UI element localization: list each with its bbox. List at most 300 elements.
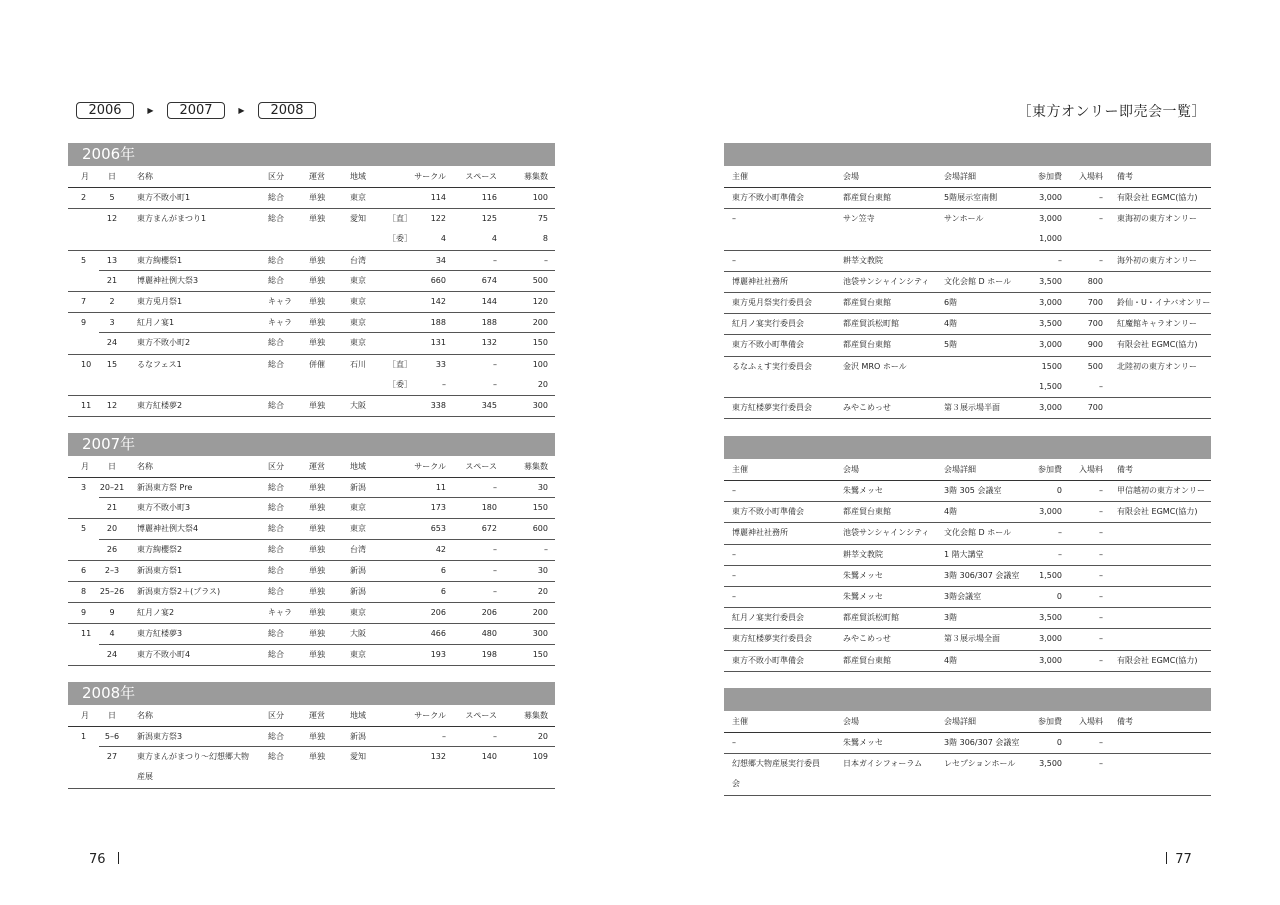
- note-cell: ［直］: [388, 214, 412, 224]
- event-name-cell: 紅月ノ宴1: [137, 318, 175, 328]
- category-cell: 総合: [268, 629, 284, 639]
- operation-cell: 単独: [309, 193, 325, 202]
- column-header: 名称: [137, 172, 153, 181]
- venue-detail-cell: 4階: [944, 507, 958, 517]
- entry-fee-cell: –: [1099, 507, 1103, 517]
- event-name-cell: 産展: [137, 772, 153, 782]
- circles-cell: –: [442, 379, 446, 389]
- venue-cell: 耕莘文教院: [843, 255, 883, 265]
- venue-detail-cell: サンホール: [944, 214, 984, 224]
- venue-detail-cell: 6階: [944, 297, 958, 307]
- circles-cell: 114: [430, 193, 446, 202]
- venue-cell: 日本ガイシフォーラム: [843, 759, 923, 769]
- table-row: [724, 481, 1211, 502]
- venue-detail-cell: 第３展示場半面: [944, 402, 1000, 412]
- recruit-cell: 600: [532, 524, 548, 534]
- event-name-cell: 東方不敗小町2: [137, 338, 191, 348]
- table-2008-left: [68, 682, 555, 789]
- day-cell: 4: [109, 629, 115, 639]
- table-row: [724, 398, 1211, 419]
- participation-fee-cell: 3,000: [1039, 507, 1062, 517]
- column-header: 区分: [268, 462, 284, 471]
- event-name-cell: 東方まんがまつり1: [137, 214, 207, 224]
- event-name-cell: 東方不敗小町4: [137, 649, 191, 659]
- category-cell: 総合: [268, 524, 284, 534]
- organizer-cell: –: [732, 591, 736, 601]
- venue-cell: 都産貿台東館: [843, 297, 891, 307]
- participation-fee-cell: 0: [1056, 738, 1062, 747]
- column-header: 備考: [1117, 172, 1133, 181]
- recruit-cell: 120: [532, 296, 548, 306]
- recruit-cell: 8: [542, 234, 548, 244]
- circles-cell: 11: [435, 483, 446, 492]
- entry-fee-cell: –: [1099, 214, 1103, 224]
- circles-cell: 6: [440, 586, 446, 596]
- venue-detail-cell: 3階 306/307 会議室: [944, 570, 1020, 580]
- day-cell: 26: [106, 544, 118, 554]
- page-number: 76: [89, 852, 106, 867]
- organizer-cell: 紅月ノ宴実行委員会: [732, 613, 804, 623]
- organizer-cell: 東方不敗小町準備会: [732, 655, 804, 665]
- category-cell: 総合: [268, 338, 284, 348]
- column-header: スペース: [465, 462, 497, 471]
- remarks-cell: 甲信越初の東方オンリー: [1117, 486, 1205, 495]
- organizer-cell: 東方紅楼夢実行委員会: [732, 634, 812, 644]
- section-header-bar: [724, 436, 1211, 459]
- participation-fee-cell: 3,500: [1039, 759, 1062, 769]
- column-header: 地域: [350, 172, 366, 181]
- table-row: [68, 271, 555, 292]
- day-cell: 5: [109, 193, 115, 202]
- recruit-cell: 300: [532, 400, 548, 410]
- day-cell: 20–21: [99, 483, 125, 492]
- table-row: [68, 209, 555, 229]
- venue-detail-cell: レセプションホール: [944, 759, 1016, 769]
- column-header: 月: [81, 462, 89, 471]
- entry-fee-cell: 800: [1087, 276, 1103, 286]
- region-cell: 東京: [350, 193, 366, 202]
- entry-fee-cell: –: [1099, 613, 1103, 623]
- day-cell: 2–3: [104, 565, 120, 575]
- venue-cell: 朱鷺メッセ: [843, 738, 883, 747]
- column-header: 参加費: [1038, 465, 1062, 474]
- spaces-cell: 672: [481, 524, 497, 534]
- day-cell: 24: [106, 649, 118, 659]
- organizer-cell: 博麗神社社務所: [732, 276, 788, 286]
- column-header: 入場料: [1079, 465, 1103, 474]
- venue-cell: サン笠寺: [843, 214, 875, 224]
- table-row: [724, 357, 1211, 377]
- day-cell: 9: [109, 608, 115, 618]
- column-header: サークル: [414, 172, 446, 181]
- table-row: [724, 608, 1211, 629]
- operation-cell: 単独: [309, 732, 325, 741]
- page-number-divider: [1166, 852, 1167, 864]
- table-2006-left: [68, 143, 555, 417]
- organizer-cell: –: [732, 549, 736, 559]
- organizer-cell: –: [732, 214, 736, 224]
- right-arrow-icon: ▶: [147, 105, 154, 115]
- remarks-cell: 有限会社 EGMC(協力): [1117, 655, 1198, 665]
- column-header: 会場詳細: [944, 717, 976, 726]
- day-cell: 25–26: [99, 586, 125, 596]
- operation-cell: 単独: [309, 608, 325, 618]
- table-row: [68, 229, 555, 250]
- table-header-row: [724, 711, 1211, 733]
- event-name-cell: 東方まんがまつり〜幻想郷大物: [137, 752, 249, 762]
- venue-cell: 朱鷺メッセ: [843, 570, 883, 580]
- column-header: サークル: [414, 711, 446, 720]
- recruit-cell: –: [544, 544, 548, 554]
- year-navigation: [76, 100, 316, 120]
- table-row: [68, 188, 555, 209]
- organizer-cell: 東方不敗小町準備会: [732, 340, 804, 350]
- entry-fee-cell: 700: [1087, 297, 1103, 307]
- venue-detail-cell: 1 階大講堂: [944, 549, 984, 559]
- table-row: [724, 545, 1211, 566]
- operation-cell: 単独: [309, 400, 325, 410]
- category-cell: 総合: [268, 400, 284, 410]
- column-header: サークル: [414, 462, 446, 471]
- column-header: 地域: [350, 711, 366, 720]
- participation-fee-cell: 1500: [1041, 361, 1062, 371]
- category-cell: キャラ: [268, 296, 292, 306]
- column-header: 会場詳細: [944, 172, 976, 181]
- entry-fee-cell: 500: [1087, 361, 1103, 371]
- column-header: 運営: [309, 172, 325, 181]
- circles-cell: 42: [435, 544, 446, 554]
- operation-cell: 単独: [309, 338, 325, 348]
- day-cell: 5–6: [104, 732, 120, 741]
- circles-cell: 132: [430, 752, 446, 762]
- note-cell: ［直］: [388, 359, 412, 369]
- circles-cell: 6: [440, 565, 446, 575]
- organizer-cell: 会: [732, 779, 740, 789]
- venue-cell: 耕莘文教院: [843, 549, 883, 559]
- operation-cell: 単独: [309, 649, 325, 659]
- column-header: 参加費: [1038, 717, 1062, 726]
- venue-detail-cell: 文化会館 D ホール: [944, 276, 1012, 286]
- venue-cell: 都産貿台東館: [843, 340, 891, 350]
- venue-detail-cell: 第３展示場全面: [944, 634, 1000, 644]
- column-header: 運営: [309, 711, 325, 720]
- venue-cell: 朱鷺メッセ: [843, 591, 883, 601]
- category-cell: キャラ: [268, 608, 292, 618]
- month-cell: 5: [81, 255, 87, 265]
- organizer-cell: –: [732, 738, 736, 747]
- circles-cell: 34: [435, 255, 446, 265]
- column-header: 運営: [309, 462, 325, 471]
- table-row: [724, 377, 1211, 398]
- table-row: [724, 651, 1211, 672]
- day-cell: 21: [106, 275, 118, 285]
- organizer-cell: 東方不敗小町準備会: [732, 193, 804, 202]
- spaces-cell: –: [493, 565, 497, 575]
- category-cell: 総合: [268, 483, 284, 492]
- operation-cell: 単独: [309, 255, 325, 265]
- table-row: [68, 313, 555, 333]
- year-2008-button[interactable]: 2008: [258, 102, 316, 119]
- column-header: 入場料: [1079, 717, 1103, 726]
- entry-fee-cell: 700: [1087, 402, 1103, 412]
- participation-fee-cell: 0: [1056, 486, 1062, 495]
- venue-cell: 都産貿台東館: [843, 655, 891, 665]
- column-header: 会場: [843, 465, 859, 474]
- entry-fee-cell: 700: [1087, 319, 1103, 329]
- circles-cell: 188: [430, 318, 446, 328]
- table-row: [724, 502, 1211, 523]
- day-cell: 20: [106, 524, 118, 534]
- recruit-cell: 200: [532, 608, 548, 618]
- month-cell: 11: [81, 400, 92, 410]
- event-name-cell: 東方兎月祭1: [137, 296, 183, 306]
- page-number-left: [89, 852, 119, 867]
- table-row: [724, 272, 1211, 293]
- year-2006-button[interactable]: 2006: [76, 102, 134, 119]
- column-header: 会場詳細: [944, 465, 976, 474]
- category-cell: 総合: [268, 544, 284, 554]
- remarks-cell: 鈴仙・U・イナバオンリー: [1117, 297, 1211, 307]
- recruit-cell: 150: [532, 649, 548, 659]
- operation-cell: 単独: [309, 586, 325, 596]
- day-cell: 3: [109, 318, 115, 328]
- circles-cell: 653: [430, 524, 446, 534]
- year-header-bar: 2007年: [68, 433, 555, 456]
- spaces-cell: –: [493, 586, 497, 596]
- venue-detail-cell: 5階展示室南側: [944, 193, 998, 202]
- operation-cell: 単独: [309, 629, 325, 639]
- spaces-cell: 125: [481, 214, 497, 224]
- year-header-bar: 2006年: [68, 143, 555, 166]
- year-2007-button[interactable]: 2007: [167, 102, 225, 119]
- remarks-cell: 東海初の東方オンリー: [1117, 214, 1197, 224]
- spaces-cell: 144: [481, 296, 497, 306]
- note-cell: ［委］: [388, 379, 412, 389]
- spaces-cell: 674: [481, 275, 497, 285]
- event-name-cell: 新潟東方祭3: [137, 732, 183, 741]
- event-name-cell: 新潟東方祭2＋(プラス): [137, 586, 221, 596]
- table-row: [724, 523, 1211, 544]
- table-row: [68, 478, 555, 498]
- entry-fee-cell: –: [1099, 655, 1103, 665]
- recruit-cell: 150: [532, 503, 548, 513]
- event-name-cell: 東方絢櫻祭2: [137, 544, 183, 554]
- table-2007-right: [724, 436, 1211, 672]
- table-row: [724, 314, 1211, 335]
- column-header: 募集数: [524, 711, 548, 720]
- spaces-cell: –: [493, 483, 497, 492]
- recruit-cell: 150: [532, 338, 548, 348]
- spaces-cell: 4: [491, 234, 497, 244]
- month-cell: 11: [81, 629, 92, 639]
- category-cell: 総合: [268, 649, 284, 659]
- section-header-bar: [724, 688, 1211, 711]
- participation-fee-cell: 3,000: [1039, 340, 1062, 350]
- table-row: [724, 209, 1211, 229]
- region-cell: 東京: [350, 524, 366, 534]
- column-header: 名称: [137, 711, 153, 720]
- remarks-cell: 有限会社 EGMC(協力): [1117, 193, 1198, 202]
- section-header-bar: [724, 143, 1211, 166]
- participation-fee-cell: 3,500: [1039, 319, 1062, 329]
- event-name-cell: 東方不敗小町3: [137, 503, 191, 513]
- column-header: 名称: [137, 462, 153, 471]
- table-row: [68, 355, 555, 375]
- circles-cell: 122: [430, 214, 446, 224]
- recruit-cell: 30: [537, 565, 548, 575]
- day-cell: 2: [109, 296, 115, 306]
- column-header: スペース: [465, 711, 497, 720]
- participation-fee-cell: –: [1058, 255, 1062, 265]
- operation-cell: 単独: [309, 752, 325, 762]
- region-cell: 東京: [350, 338, 366, 348]
- event-name-cell: 博麗神社例大祭4: [137, 524, 199, 534]
- entry-fee-cell: –: [1099, 528, 1103, 538]
- circles-cell: 173: [430, 503, 446, 513]
- circles-cell: 338: [430, 400, 446, 410]
- venue-detail-cell: 3階 306/307 会議室: [944, 738, 1020, 747]
- month-cell: 7: [81, 296, 87, 306]
- table-row: [68, 645, 555, 666]
- right-arrow-icon: ▶: [238, 105, 245, 115]
- table-row: [68, 375, 555, 396]
- region-cell: 台湾: [350, 255, 366, 265]
- table-row: [724, 774, 1211, 795]
- column-header: 募集数: [524, 462, 548, 471]
- category-cell: 総合: [268, 359, 284, 369]
- entry-fee-cell: –: [1099, 634, 1103, 644]
- table-row: [724, 754, 1211, 774]
- table-header-row: [724, 459, 1211, 481]
- circles-cell: 660: [430, 275, 446, 285]
- remarks-cell: 海外初の東方オンリー: [1117, 255, 1197, 265]
- entry-fee-cell: –: [1099, 193, 1103, 202]
- venue-cell: 池袋サンシャインシティ: [843, 276, 930, 286]
- recruit-cell: –: [544, 255, 548, 265]
- table-row: [68, 292, 555, 313]
- circles-cell: –: [442, 732, 446, 741]
- venue-detail-cell: 文化会館 D ホール: [944, 528, 1012, 538]
- spaces-cell: 206: [481, 608, 497, 618]
- recruit-cell: 100: [532, 359, 548, 369]
- recruit-cell: 500: [532, 275, 548, 285]
- day-cell: 21: [106, 503, 118, 513]
- day-cell: 24: [106, 338, 118, 348]
- event-name-cell: るなフェス1: [137, 359, 182, 369]
- venue-detail-cell: 5階: [944, 340, 958, 350]
- month-cell: 9: [81, 318, 87, 328]
- participation-fee-cell: 1,500: [1039, 381, 1062, 391]
- venue-cell: みやこめっせ: [843, 402, 891, 412]
- region-cell: 愛知: [350, 214, 366, 224]
- region-cell: 大阪: [350, 400, 366, 410]
- venue-cell: 池袋サンシャインシティ: [843, 528, 930, 538]
- region-cell: 新潟: [350, 586, 366, 596]
- participation-fee-cell: 3,000: [1039, 655, 1062, 665]
- venue-detail-cell: 3階会議室: [944, 591, 982, 601]
- table-header-row: [68, 166, 555, 188]
- spaces-cell: 116: [481, 193, 497, 202]
- day-cell: 13: [106, 255, 118, 265]
- table-row: [68, 747, 555, 767]
- region-cell: 愛知: [350, 752, 366, 762]
- month-cell: 2: [81, 193, 87, 202]
- remarks-cell: 紅魔館キャラオンリー: [1117, 319, 1197, 329]
- region-cell: 東京: [350, 296, 366, 306]
- month-cell: 5: [81, 524, 87, 534]
- region-cell: 東京: [350, 649, 366, 659]
- table-2007-left: [68, 433, 555, 666]
- participation-fee-cell: 3,000: [1039, 634, 1062, 644]
- remarks-cell: 有限会社 EGMC(協力): [1117, 507, 1198, 517]
- table-header-row: [68, 456, 555, 478]
- event-name-cell: 新潟東方祭 Pre: [137, 483, 193, 492]
- participation-fee-cell: 1,000: [1039, 234, 1062, 244]
- column-header: 日: [108, 462, 116, 471]
- operation-cell: 単独: [309, 565, 325, 575]
- organizer-cell: –: [732, 255, 736, 265]
- region-cell: 新潟: [350, 565, 366, 575]
- spaces-cell: –: [493, 544, 497, 554]
- table-2006-right: [724, 143, 1211, 419]
- column-header: 入場料: [1079, 172, 1103, 181]
- region-cell: 東京: [350, 318, 366, 328]
- venue-cell: 金沢 MRO ホール: [843, 361, 907, 371]
- category-cell: 総合: [268, 214, 284, 224]
- circles-cell: 466: [430, 629, 446, 639]
- day-cell: 12: [106, 214, 118, 224]
- operation-cell: 併催: [309, 359, 325, 369]
- month-cell: 3: [81, 483, 87, 492]
- organizer-cell: 東方兎月祭実行委員会: [732, 297, 812, 307]
- venue-cell: 都産貿浜松町館: [843, 613, 899, 623]
- spaces-cell: 180: [481, 503, 497, 513]
- column-header: 主催: [732, 172, 748, 181]
- participation-fee-cell: 3,000: [1039, 402, 1062, 412]
- table-row: [724, 251, 1211, 272]
- table-header-row: [68, 705, 555, 727]
- entry-fee-cell: –: [1099, 486, 1103, 495]
- entry-fee-cell: 900: [1087, 340, 1103, 350]
- table-row: [724, 629, 1211, 650]
- column-header: 日: [108, 711, 116, 720]
- table-row: [68, 251, 555, 271]
- entry-fee-cell: –: [1099, 255, 1103, 265]
- column-header: 主催: [732, 717, 748, 726]
- circles-cell: 193: [430, 649, 446, 659]
- venue-cell: 都産貿台東館: [843, 193, 891, 202]
- column-header: 月: [81, 711, 89, 720]
- recruit-cell: 20: [537, 379, 548, 389]
- event-name-cell: 博麗神社例大祭3: [137, 275, 199, 285]
- event-name-cell: 東方不敗小町1: [137, 193, 191, 202]
- event-name-cell: 新潟東方祭1: [137, 565, 183, 575]
- table-row: [68, 396, 555, 417]
- table-2008-right: [724, 688, 1211, 796]
- table-row: [68, 540, 555, 561]
- month-cell: 1: [81, 732, 87, 741]
- region-cell: 新潟: [350, 483, 366, 492]
- category-cell: 総合: [268, 275, 284, 285]
- spaces-cell: 132: [481, 338, 497, 348]
- note-cell: ［委］: [388, 234, 412, 244]
- table-row: [68, 582, 555, 603]
- operation-cell: 単独: [309, 524, 325, 534]
- table-row: [724, 733, 1211, 754]
- category-cell: 総合: [268, 255, 284, 265]
- region-cell: 大阪: [350, 629, 366, 639]
- spaces-cell: –: [493, 359, 497, 369]
